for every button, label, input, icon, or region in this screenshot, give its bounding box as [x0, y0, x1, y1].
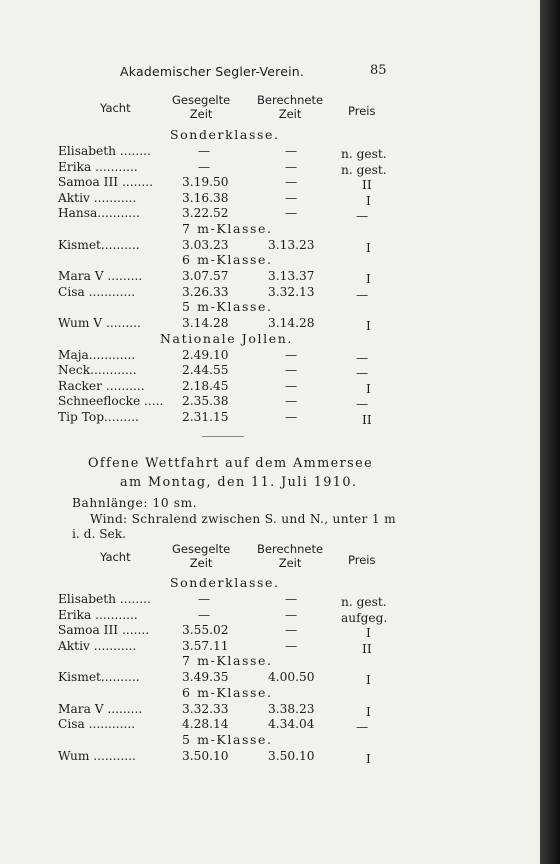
sailed-time: 3.49.35 [182, 670, 229, 684]
class-heading: 6 m-Klasse. [182, 252, 273, 267]
class-heading: 6 m-Klasse. [182, 684, 273, 700]
yacht-name: Aktiv ........... [58, 190, 137, 205]
corrected-time: 3.50.10 [268, 748, 315, 763]
col-header-gesegelte-line: Gesegelte [172, 93, 231, 107]
prize: I [366, 704, 371, 719]
prize: — [356, 209, 369, 223]
sailed-time: — [198, 592, 211, 606]
yacht-name: Elisabeth ........ [58, 144, 151, 158]
prize: n. gest. [341, 162, 387, 177]
sailed-time: 3.50.10 [182, 748, 229, 763]
sailed-time: — [198, 607, 211, 622]
sailed-time: 3.07.57 [182, 269, 229, 283]
prize: I [366, 240, 371, 255]
class-heading: 7 m-Klasse. [182, 220, 273, 236]
sailed-time: 3.32.33 [182, 701, 229, 716]
col-header-gesegelte-line: Zeit [189, 106, 213, 121]
yacht-name: Hansa........... [58, 206, 140, 220]
sailed-time: 3.57.11 [182, 638, 229, 653]
prize: I [366, 272, 371, 286]
col-header-yacht: Yacht [100, 101, 131, 115]
page-edge-shadow [540, 0, 560, 864]
yacht-name: Tip Top......... [58, 409, 139, 424]
corrected-time: — [285, 206, 298, 220]
sailed-time: 2.44.55 [182, 363, 229, 377]
sailed-time: 3.19.50 [182, 175, 229, 189]
section-divider [202, 436, 244, 437]
col-header-berechnete-line: Berechnete [257, 93, 324, 107]
col-header-berechnete-line: Zeit [278, 106, 302, 121]
yacht-name: Wum V ......... [58, 316, 141, 330]
corrected-time: — [285, 607, 298, 622]
yacht-name: Elisabeth ........ [58, 592, 151, 606]
yacht-name: Erika ........... [58, 159, 138, 174]
yacht-name: Mara V ......... [58, 269, 143, 283]
corrected-time: — [285, 159, 298, 174]
class-heading: 5 m-Klasse. [182, 299, 273, 314]
class-heading: Nationale Jollen. [160, 330, 293, 346]
yacht-name: Wum ........... [58, 748, 136, 763]
col-header-berechnete-line: Zeit [278, 555, 302, 570]
yacht-name: Maja............ [58, 347, 136, 362]
class-heading: Sonderklasse. [170, 127, 280, 142]
col-header-preis: Preis [348, 104, 376, 118]
prize: II [362, 178, 372, 192]
sailed-time: 2.35.38 [182, 394, 229, 408]
corrected-time: — [285, 363, 298, 377]
prize: II [362, 412, 372, 427]
prize: — [356, 720, 369, 734]
prize: I [366, 751, 371, 766]
sailed-time: 3.22.52 [182, 206, 229, 220]
col-header-gesegelte [172, 543, 230, 571]
col-header-berechnete-line: Berechnete [257, 542, 324, 556]
yacht-name: Kismet.......... [58, 670, 140, 684]
col-header-preis: Preis [348, 553, 376, 567]
corrected-time: 3.13.37 [268, 269, 315, 283]
prize: — [356, 366, 369, 380]
yacht-name: Cisa ............ [58, 717, 136, 731]
prize: — [356, 350, 369, 365]
prize: — [356, 397, 369, 411]
col-header-gesegelte-line: Zeit [189, 555, 213, 570]
prize: aufgeg. [341, 610, 388, 625]
yacht-name: Cisa ............ [58, 284, 136, 299]
corrected-time: — [285, 409, 298, 424]
corrected-time: — [285, 347, 298, 362]
prize: n. gest. [341, 147, 387, 161]
prize: II [362, 641, 372, 656]
wind-line2: i. d. Sek. [72, 527, 127, 541]
corrected-time: 3.14.28 [268, 316, 315, 330]
yacht-name: Mara V ......... [58, 701, 143, 716]
corrected-time: 3.13.23 [268, 237, 315, 252]
sailed-time: 3.26.33 [182, 284, 229, 299]
yacht-name: Racker .......... [58, 378, 145, 393]
class-heading: 5 m-Klasse. [182, 731, 273, 747]
course-length: Bahnlänge: 10 sm. [72, 496, 198, 510]
col-header-berechnete [257, 543, 323, 571]
prize: I [366, 319, 371, 333]
sailed-time: 3.03.23 [182, 237, 229, 252]
sailed-time: 3.14.28 [182, 316, 229, 330]
page-number: 85 [370, 63, 387, 78]
yacht-name: Schneeflocke ..... [58, 394, 164, 408]
prize: n. gest. [341, 595, 387, 609]
prize: I [366, 381, 371, 396]
yacht-name: Neck............ [58, 363, 137, 377]
race-title-line1: Offene Wettfahrt auf dem Ammersee [88, 456, 374, 471]
wind-line1: Wind: Schralend zwischen S. und N., unter 1 m [90, 512, 396, 526]
running-header: Akademischer Segler-Verein. [120, 64, 305, 79]
yacht-name: Erika ........... [58, 607, 138, 622]
sailed-time: 2.18.45 [182, 378, 229, 393]
col-header-yacht: Yacht [100, 550, 131, 564]
col-header-gesegelte-line: Gesegelte [172, 542, 231, 556]
class-heading: 7 m-Klasse. [182, 653, 273, 668]
yacht-name: Samoa III ........ [58, 175, 153, 189]
sailed-time: 3.55.02 [182, 623, 229, 637]
sailed-time: 2.49.10 [182, 347, 229, 362]
yacht-name: Aktiv ........... [58, 638, 137, 653]
corrected-time: 3.32.13 [268, 284, 315, 299]
sailed-time: — [198, 159, 211, 174]
corrected-time: — [285, 175, 298, 189]
corrected-time: — [285, 394, 298, 408]
corrected-time: — [285, 592, 298, 606]
corrected-time: — [285, 638, 298, 653]
sailed-time: 4.28.14 [182, 717, 229, 731]
prize: — [356, 287, 369, 302]
col-header-berechnete [257, 94, 323, 122]
corrected-time: — [285, 378, 298, 393]
sailed-time: 3.16.38 [182, 190, 229, 205]
prize: I [366, 673, 371, 687]
prize: I [366, 193, 371, 208]
yacht-name: Kismet.......... [58, 237, 140, 252]
yacht-name: Samoa III ....... [58, 623, 150, 637]
corrected-time: 4.34.04 [268, 717, 315, 731]
corrected-time: — [285, 623, 298, 637]
sailed-time: 2.31.15 [182, 409, 229, 424]
race-title-line2: am Montag, den 11. Juli 1910. [120, 475, 358, 490]
sailed-time: — [198, 144, 211, 158]
corrected-time: 3.38.23 [268, 701, 315, 716]
corrected-time: 4.00.50 [268, 670, 315, 684]
col-header-gesegelte [172, 94, 230, 122]
corrected-time: — [285, 190, 298, 205]
class-heading: Sonderklasse. [170, 575, 280, 590]
corrected-time: — [285, 144, 298, 158]
prize: I [366, 626, 371, 640]
